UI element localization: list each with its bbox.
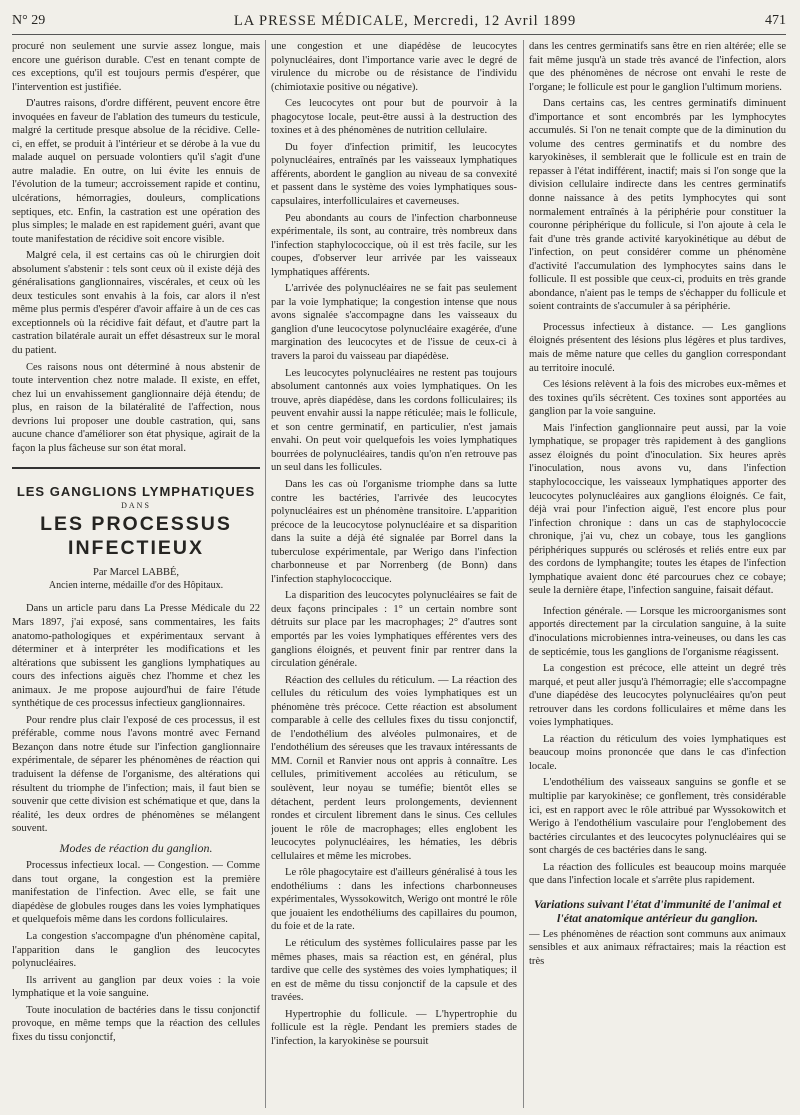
paragraph: Les leucocytes polynucléaires ne restent pas toujours absolument cantonnés aux voies lymphatiques. On les trouve, après diapédèse, dans les cordons folliculaires; ils peuvent envahir aussi la nappe réticulée; mais le follicule, et son centre germinatif, en particulier, n'est jamais envahi. On peut voir quelquefois les voies lymphatiques bourrées de polynucléaires, tandis qu'on n'en retrouve pas un seul dans les follicules. — [271, 367, 517, 474]
article-title-line-3: LES PROCESSUS INFECTIEUX — [40, 513, 232, 560]
page-header — [12, 8, 786, 35]
author-affiliation: Ancien interne, médaille d'or des Hôpitaux. — [48, 580, 224, 592]
paragraph: Le réticulum des systèmes folliculaires passe par les mêmes phases, mais sa réaction est, en général, plus tardive que celle des systèmes des voies lymphatiques; il en est de même du tissu conjonctif de la capsule et des travées. — [271, 938, 517, 1004]
paragraph: Ces raisons nous ont déterminé à nous abstenir de toute intervention chez notre malade. Il existe, en effet, chez lui un envahissement ganglionnaire déjà étendu; de plus, en raison de la bilatéralité de l'affection, nous devrions lui proposer une double castration, qui, sans aucune chance d'améliorer son état physique, agirait de la façon la plus fâcheuse sur son état moral. — [12, 361, 260, 454]
article-separator — [12, 467, 260, 469]
paragraph: La disparition des leucocytes polynucléaires se fait de deux façons principales : 1° un certain nombre sont détruits sur place par les macrophages; 2° d'autres sont emportés par les voies lymphatiques efférentes vers des ganglions éloignés, et peuvent finir par rentrer dans la circulation générale. — [271, 590, 517, 670]
paragraph: Ces leucocytes ont pour but de pourvoir à la phagocytose locale, peut-être aussi à la destruction des toxines et à des phénomènes de nutrition cellulaire. — [271, 98, 517, 137]
journal-title: LA PRESSE MÉDICALE, Mercredi, 12 Avril 1899 — [233, 12, 577, 29]
paragraph: Infection générale. — Lorsque les microorganismes sont apportés directement par la circulation sanguine, à la suite d'inoculations microbiennes intra-veineuses, ou dans les cas de septicémie, tous les ganglions de l'organisme réagissent. — [529, 605, 786, 658]
paragraph: La réaction des follicules est beaucoup moins marquée que dans l'infection locale et s'arrête plus rapidement. — [529, 861, 786, 887]
paragraph: La congestion est précoce, elle atteint un degré très marqué, et peut aller jusqu'à l'hémorragie; elle s'accompagne d'une diapédèse des leucocytes polynucléaires qu'on peut retrouver dans les cordons folliculaires et même dans les voies lymphatiques. — [529, 663, 786, 729]
paragraph: D'autres raisons, d'ordre différent, peuvent encore être invoquées en faveur de l'ablation des tumeurs du testicule, malgré la certitude presque absolue de la récidive. Celle-ci, en effet, se produit à l'intérieur et se dérobe à la vue du malade auquel on persuade volontiers qu'il s'agit d'une autre maladie. En outre, on lui évite les ennuis de l'évolution de la tumeur; accroissement rapide et continu, ulcérations, hémorragies, douleurs, complications septiques, etc. Enfin, la castration est une opération des plus simples; le malade en est rapidement guéri, avant que toute manifestation de récidive soit encore visible. — [12, 98, 260, 245]
paragraph: Toute inoculation de bactéries dans le tissu conjonctif provoque, en même temps que la réaction des cellules fixes du tissu conjonctif, — [12, 1004, 260, 1043]
paragraph: Mais l'infection ganglionnaire peut aussi, par la voie lymphatique, se propager très rapidement à des ganglions assez éloignés du point d'inoculation. Six heures après l'inoculation, nous avons vu, dans l'infection staphylococcique, les vaisseaux lymphatiques apporter des leucocytes polynucléaires aux ganglions éloignés. Ce fait, déjà vrai pour l'infection aiguë, l'est encore plus pour l'infection chronique : dans un cas de staphylococcie chronique, j'ai vu, chez un cobaye, tous les ganglions périphériques suppurés ou sclérosés et reliés entre eux par des cordons de lymphangite; toutes les étapes de l'infection lymphatique avaient donc été parcourues chez ce cobaye; seule la dernière étape, l'infection sanguine, faisait défaut. — [529, 422, 786, 597]
paragraph: Réaction des cellules du réticulum. — La réaction des cellules du réticulum des voies lymphatiques est un phénomène très précoce. Cette réaction est absolument comparable à celle des cellules fixes du tissu conjonctif, de l'endothélium des alvéoles pulmonaires, et de l'endothélium des séreuses que les travaux intéressants de MM. Cornil et Ranvier nous ont appris à connaître. Les cellules, primitivement accolées au réticulum, se soulèvent, leur noyau se tuméfie; bientôt elles se détachent, perdent leurs prolongements, deviennent rondes et circulent librement dans le sinus. Ces cellules jouent le rôle de macrophages; elles englobent les leucocytes polynucléaires, les hématies, les débris cellulaires et même les microbes. — [271, 674, 517, 862]
article-title — [12, 483, 260, 560]
paragraph: Peu abondants au cours de l'infection charbonneuse expérimentale, ils sont, au contraire, très nombreux dans l'infection staphylococcique, où il est très facile, sur les coupes, d'observer leur arrivée par les vaisseaux lymphatiques afférents. — [271, 212, 517, 278]
paragraph: L'endothélium des vaisseaux sanguins se gonfle et se multiplie par karyokinèse; ce gonflement, très considérable ici, est en rapport avec le rôle attribué par Wyssokowitch et Werigo à l'endothélium vasculaire pour l'englobement des bactéries circulantes et des leucocytes polynucléaires qui se sont chargés de ces bactéries dans le sang. — [529, 777, 786, 857]
column-rule — [523, 40, 524, 1108]
paragraph: Processus infectieux à distance. — Les ganglions éloignés présentent des lésions plus légères et plus tardives, mais de même nature que celles du ganglion correspondant au territoire inoculé. — [529, 321, 786, 374]
paragraph: L'arrivée des polynucléaires ne se fait pas seulement par la voie lymphatique; la congestion intense que nous avons signalée s'accompagne dans les vaisseaux du ganglion d'une leucocytose polynucléaire exagérée, d'une margination des leucocytes et de l'issue de ceux-ci à travers la paroi du vaisseau par diapédèse. — [271, 283, 517, 363]
paragraph: Hypertrophie du follicule. — L'hypertrophie du follicule est la règle. Pendant les premiers stades de l'infection, la karyokinèse se poursuit — [271, 1008, 517, 1047]
paragraph: La congestion s'accompagne d'un phénomène capital, l'apparition dans le ganglion des leucocytes polynucléaires. — [12, 930, 260, 970]
article-title-line-1: LES GANGLIONS LYMPHATIQUES — [16, 484, 256, 500]
column-2 — [271, 40, 517, 1108]
paragraph: procuré non seulement une survie assez longue, mais encore une guérison durable. C'est en tenant compte de ces exceptions, qu'il est toujours permis d'espérer, que l'intervention est justifiée. — [12, 41, 260, 93]
paragraph: La réaction du réticulum des voies lymphatiques est beaucoup moins prononcée que dans le cas d'infection locale. — [529, 733, 786, 772]
column-3 — [529, 40, 786, 1108]
article-author: Par Marcel LABBÉ, — [92, 567, 180, 579]
paragraph: Malgré cela, il est certains cas où le chirurgien doit absolument s'abstenir : tels sont ceux où il existe déjà des généralisations ganglionnaires, viscérales, et ceux où les deux testicules sont envahis à la fois, car alors il n'est même plus permis d'espérer d'avoir affaire à un de ces cas exceptionnels où la récidive fait défaut, et d'autre part la castration bilatérale aurait un effet désastreux sur le moral du patient. — [12, 250, 260, 357]
paragraph: Dans un article paru dans La Presse Médicale du 22 Mars 1897, j'ai exposé, sans commentaires, les faits anatomo-pathologiques et expérimentaux servant à déterminer et à interpréter les modifications et les altérations que subissent les ganglions lymphatiques au cours des infections aiguës chez l'homme et chez les animaux. Je me propose aujourd'hui de faire l'étude synthétique de ces processus infectieux ganglionnaires. — [12, 603, 260, 710]
column-rule — [265, 40, 266, 1108]
paragraph: Dans les cas où l'organisme triomphe dans sa lutte contre les bactéries, l'arrivée des leucocytes polynucléaires est un phénomène transitoire. L'apparition précoce de la leucocytose polynucléaire et sa disparition dans la suite a déjà été signalée par Borrel dans la tuberculose expérimentale, par Werigo dans l'infection charbonneuse et par Norrenberg (de Bonn) dans l'infection staphylococcique. — [271, 478, 517, 585]
paragraph: une congestion et une diapédèse de leucocytes polynucléaires, dont l'importance varie avec le degré de virulence du microbe ou de résistance de l'individu (chimiotaxie positive ou négative). — [271, 41, 517, 93]
paragraph: Ils arrivent au ganglion par deux voies : la voie lymphatique et la voie sanguine. — [12, 974, 260, 1000]
page-number: 471 — [764, 13, 786, 28]
column-1 — [12, 40, 260, 1108]
issue-number: N° 29 — [12, 13, 46, 28]
article-title-line-2: DANS — [121, 501, 151, 511]
paragraph: Le rôle phagocytaire est d'ailleurs généralisé à tous les endothéliums : dans les infections charbonneuses expérimentales, Wyssokowitch, Werigo ont montré le rôle que jouaient les endothéliums des capillaires du poumon, du foie et de la rate. — [271, 867, 517, 933]
paragraph: Du foyer d'infection primitif, les leucocytes polynucléaires, entraînés par les vaisseaux lymphatiques afférents, abordent le ganglion au niveau de sa convexité et passent dans le système des voies lymphatiques sous-capsulaires, interfolliculaires et caverneuses. — [271, 141, 517, 208]
section-heading: Variations suivant l'état d'immunité de l'animal et l'état anatomique antérieur du ganglion. — [533, 896, 782, 925]
paragraph: Processus infectieux local. — Congestion. — Comme dans tout organe, la congestion est la première manifestation de l'infection. Avec elle, se fait une diapédèse de globules rouges dans les voies lymphatiques et quelquefois même dans les cordons folliculaires. — [12, 860, 260, 926]
paragraph: Ces lésions relèvent à la fois des microbes eux-mêmes et des toxines qu'ils sécrètent. Ces toxines sont apportées au ganglion par la voie sanguine. — [529, 379, 786, 418]
paragraph: — Les phénomènes de réaction sont communs aux animaux sensibles et aux animaux réfractaires; mais la réaction est très — [529, 928, 786, 967]
section-subheading: Modes de réaction du ganglion. — [59, 840, 213, 855]
paragraph: Pour rendre plus clair l'exposé de ces processus, il est préférable, comme nous l'avons montré avec Fernand Bezançon dans notre étude sur l'infection ganglionnaire expérimentale, de séparer les phénomènes de réaction qui traduisent la défense de l'organisme, des altérations qui résultent du triomphe de l'infection; mais, il faut bien se souvenir que cette division est schématique et que, dans la réalité, les deux ordres de phénomènes se mélangent souvent. — [12, 714, 260, 835]
paragraph: Dans certains cas, les centres germinatifs diminuent d'importance et sont encombrés par les lymphocytes accumulés. Si l'on ne tenait compte que de la diminution du volume des centres germinatifs et du nombre des karyokinèses, il semblerait que le follicule est en train de repasser à l'état indifférent, inactif; mais si l'on songe que la division cellulaire indirecte dans les centres germinatifs donne naissance à des petits lymphocytes qui sont normalement entraînés à la périphérie pour constituer la couronne périphérique du follicule, si l'on ajoute à cela le fait d'une très grande activité karyokinétique au début de l'infection, on peut considérer comme un phénomène d'activité l'accumulation des lymphocytes sains dans le follicule. Il est possible que ceux-ci, produits en très grande abondance, n'aient pas le temps de s'échapper du follicule et soient contraints de s'accumuler à sa périphérie. — [529, 98, 786, 313]
paragraph: dans les centres germinatifs sans être en rien altérée; elle se fait même jusqu'à un stade très avancé de l'infection, alors que des phénomènes de nécrose ont envahi le reste de l'organe; le follicule est pour le ganglion l'ultimum moriens. — [529, 41, 786, 93]
